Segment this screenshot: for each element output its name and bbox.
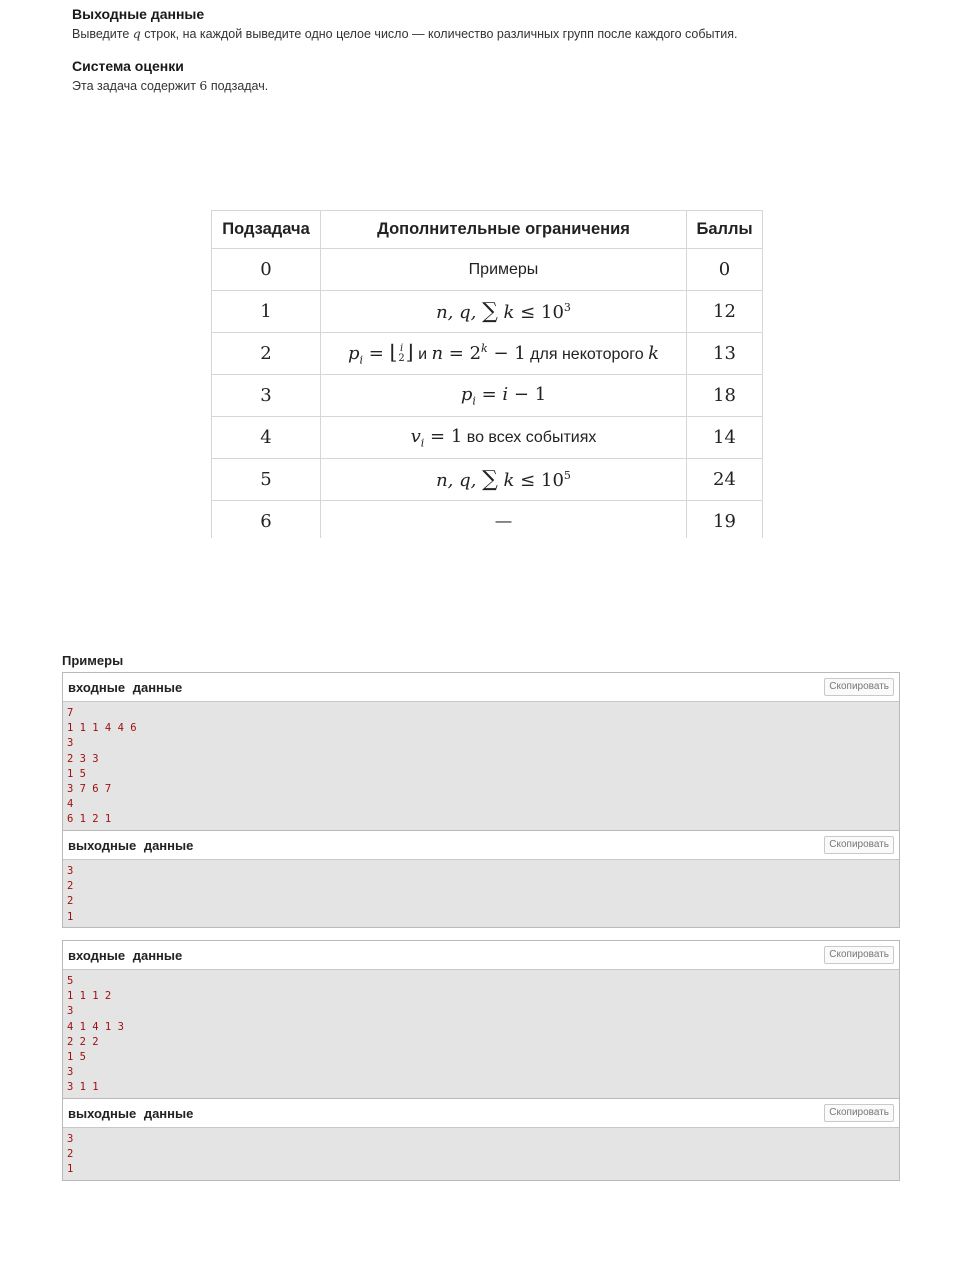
subtask-id: 6	[212, 501, 321, 539]
table-row	[212, 249, 763, 291]
example-1-input-body	[63, 702, 899, 831]
output-section-text	[72, 26, 737, 41]
header-subtask: Подзадача	[212, 211, 321, 249]
subtask-constraint: $p_i = i - 1$	[321, 375, 687, 417]
copy-button[interactable]: Скопировать	[824, 678, 894, 696]
table-row	[212, 291, 763, 333]
copy-button[interactable]: Скопировать	[824, 946, 894, 964]
code-line: 3 1 1	[67, 1081, 99, 1094]
code-line: 1 5	[67, 1050, 86, 1063]
subtask-id: 5	[212, 459, 321, 501]
header-points: Баллы	[687, 211, 763, 249]
text-in-all-events: во всех событиях	[466, 428, 597, 446]
output-text-after: строк, на каждой выведите одно целое число — количество различных групп после каждого события.	[144, 27, 738, 41]
header-constraints: Дополнительные ограничения	[321, 211, 687, 249]
example-2-output-body	[63, 1128, 899, 1180]
table-row	[212, 459, 763, 501]
table-header-row	[212, 211, 763, 249]
code-line: 3	[67, 865, 74, 877]
code-line: 4 1 4 1 3	[67, 1020, 124, 1033]
example-2-input-body	[63, 970, 899, 1098]
subtask-id: 0	[212, 249, 321, 291]
scoring-section-title: Система оценки	[72, 58, 184, 74]
code-line: 3	[67, 1133, 74, 1145]
code-line: 2	[67, 895, 74, 908]
subtask-points: 12	[687, 291, 763, 333]
input-label: входные данные	[68, 680, 183, 695]
output-label: выходные данные	[68, 1106, 194, 1121]
scoring-text-before: Эта задача содержит	[72, 79, 196, 93]
subtask-id: 4	[212, 417, 321, 459]
subtask-id: 3	[212, 375, 321, 417]
subtask-points: 18	[687, 375, 763, 417]
code-line: 2 2 2	[67, 1035, 99, 1048]
example-1-output-body	[63, 860, 899, 927]
table-row	[212, 501, 763, 539]
subtask-points: 0	[687, 249, 763, 291]
subtask-constraint: Примеры	[321, 249, 687, 291]
subtask-constraint: n, q, ∑ $k \le 10^5$	[321, 459, 687, 501]
code-line: 3	[67, 737, 74, 750]
example-1-input	[62, 672, 900, 832]
code-line: 3 7 6 7	[67, 782, 112, 795]
code-line: 6 1 2 1	[67, 813, 112, 826]
code-line: 3	[67, 1066, 74, 1079]
subtask-constraint: $v_i = 1$ во всех событиях	[321, 417, 687, 459]
code-line: 1 5	[67, 767, 86, 780]
output-text-before: Выведите	[72, 27, 130, 41]
scoring-table	[211, 210, 763, 538]
var-q: q	[132, 26, 141, 41]
table-row	[212, 417, 763, 459]
code-line: 2	[67, 880, 74, 893]
code-line: 7	[67, 707, 74, 719]
subtask-points: 14	[687, 417, 763, 459]
subtask-points: 19	[687, 501, 763, 539]
input-label: входные данные	[68, 948, 183, 963]
output-section-title: Выходные данные	[72, 6, 205, 22]
examples-title: Примеры	[62, 653, 124, 668]
code-line: 1 1 1 2	[67, 990, 112, 1003]
example-2-output	[62, 1098, 900, 1181]
scoring-table-container	[211, 210, 763, 538]
code-line: 1	[67, 910, 74, 923]
subtask-points: 13	[687, 333, 763, 375]
example-2-input	[62, 940, 900, 1099]
subtask-count: 6	[199, 78, 208, 93]
code-line: 1	[67, 1163, 74, 1176]
code-line: 2 3 3	[67, 752, 99, 765]
table-row	[212, 375, 763, 417]
code-line: 5	[67, 975, 74, 987]
output-label: выходные данные	[68, 838, 194, 853]
code-line: 1 1 1 4 4 6	[67, 722, 137, 735]
scoring-section-text	[72, 78, 268, 93]
code-line: 3	[67, 1005, 74, 1018]
text-for-some: для некоторого	[530, 346, 644, 364]
subtask-constraint: $p_i$ = ⌊ i 2 ⌋ и $n = 2^k - 1$ для некоторого k	[321, 333, 687, 375]
subtask-id: 1	[212, 291, 321, 333]
subtask-id: 2	[212, 333, 321, 375]
text-and: и	[418, 346, 427, 364]
subtask-constraint: —	[321, 501, 687, 539]
subtask-constraint: n, q, ∑ $k \le 10^3$	[321, 291, 687, 333]
code-line: 4	[67, 798, 74, 811]
code-line: 2	[67, 1148, 74, 1161]
example-1-output	[62, 830, 900, 928]
copy-button[interactable]: Скопировать	[824, 1104, 894, 1122]
subtask-points: 24	[687, 459, 763, 501]
copy-button[interactable]: Скопировать	[824, 836, 894, 854]
scoring-text-after: подзадач.	[210, 79, 269, 93]
table-row	[212, 333, 763, 375]
